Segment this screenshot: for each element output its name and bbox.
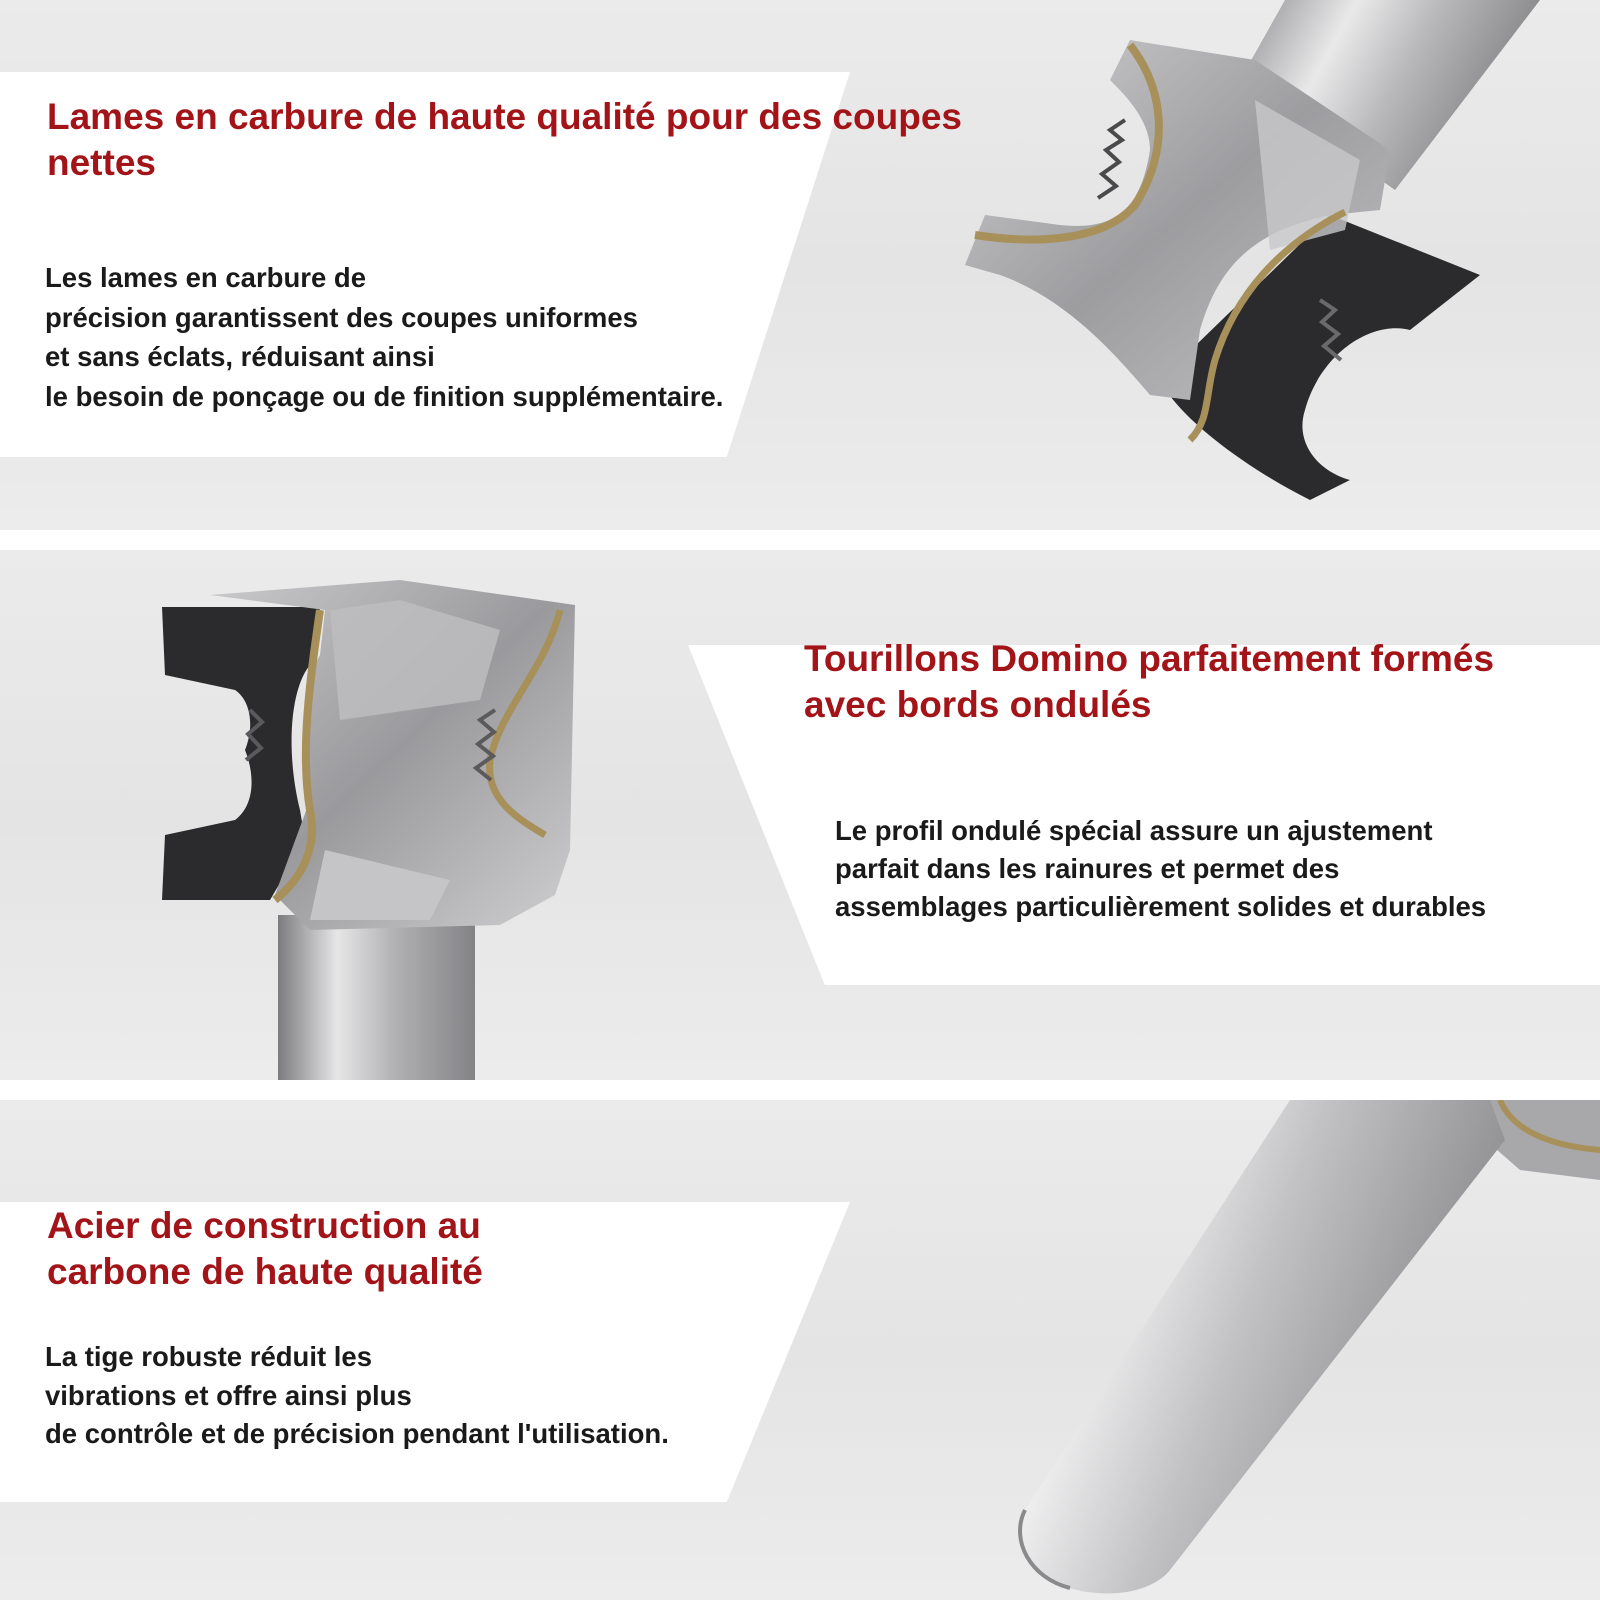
- feature-panel-carbon-steel-shank: [0, 1100, 1600, 1600]
- feature-panel-domino-dowels: [0, 550, 1600, 1080]
- feature-panel-carbide-blades: [0, 0, 1600, 530]
- section-description: Les lames en carbure de précision garantissent des coupes uniformes et sans éclats, réduisant ainsi le besoin de ponçage ou de finition supplémentaire.: [45, 262, 724, 412]
- section-description: La tige robuste réduit les vibrations et offre ainsi plus de contrôle et de précision pendant l'utilisation.: [45, 1341, 669, 1449]
- section-title: Tourillons Domino parfaitement formés avec bords ondulés: [804, 638, 1495, 725]
- section-description: Le profil ondulé spécial assure un ajustement parfait dans les rainures et permet des assemblages particulièrement solides et durables: [835, 815, 1487, 922]
- section-title: Lames en carbure de haute qualité pour des coupes nettes: [47, 96, 962, 183]
- section-title: Acier de construction au carbone de haute qualité: [47, 1205, 483, 1292]
